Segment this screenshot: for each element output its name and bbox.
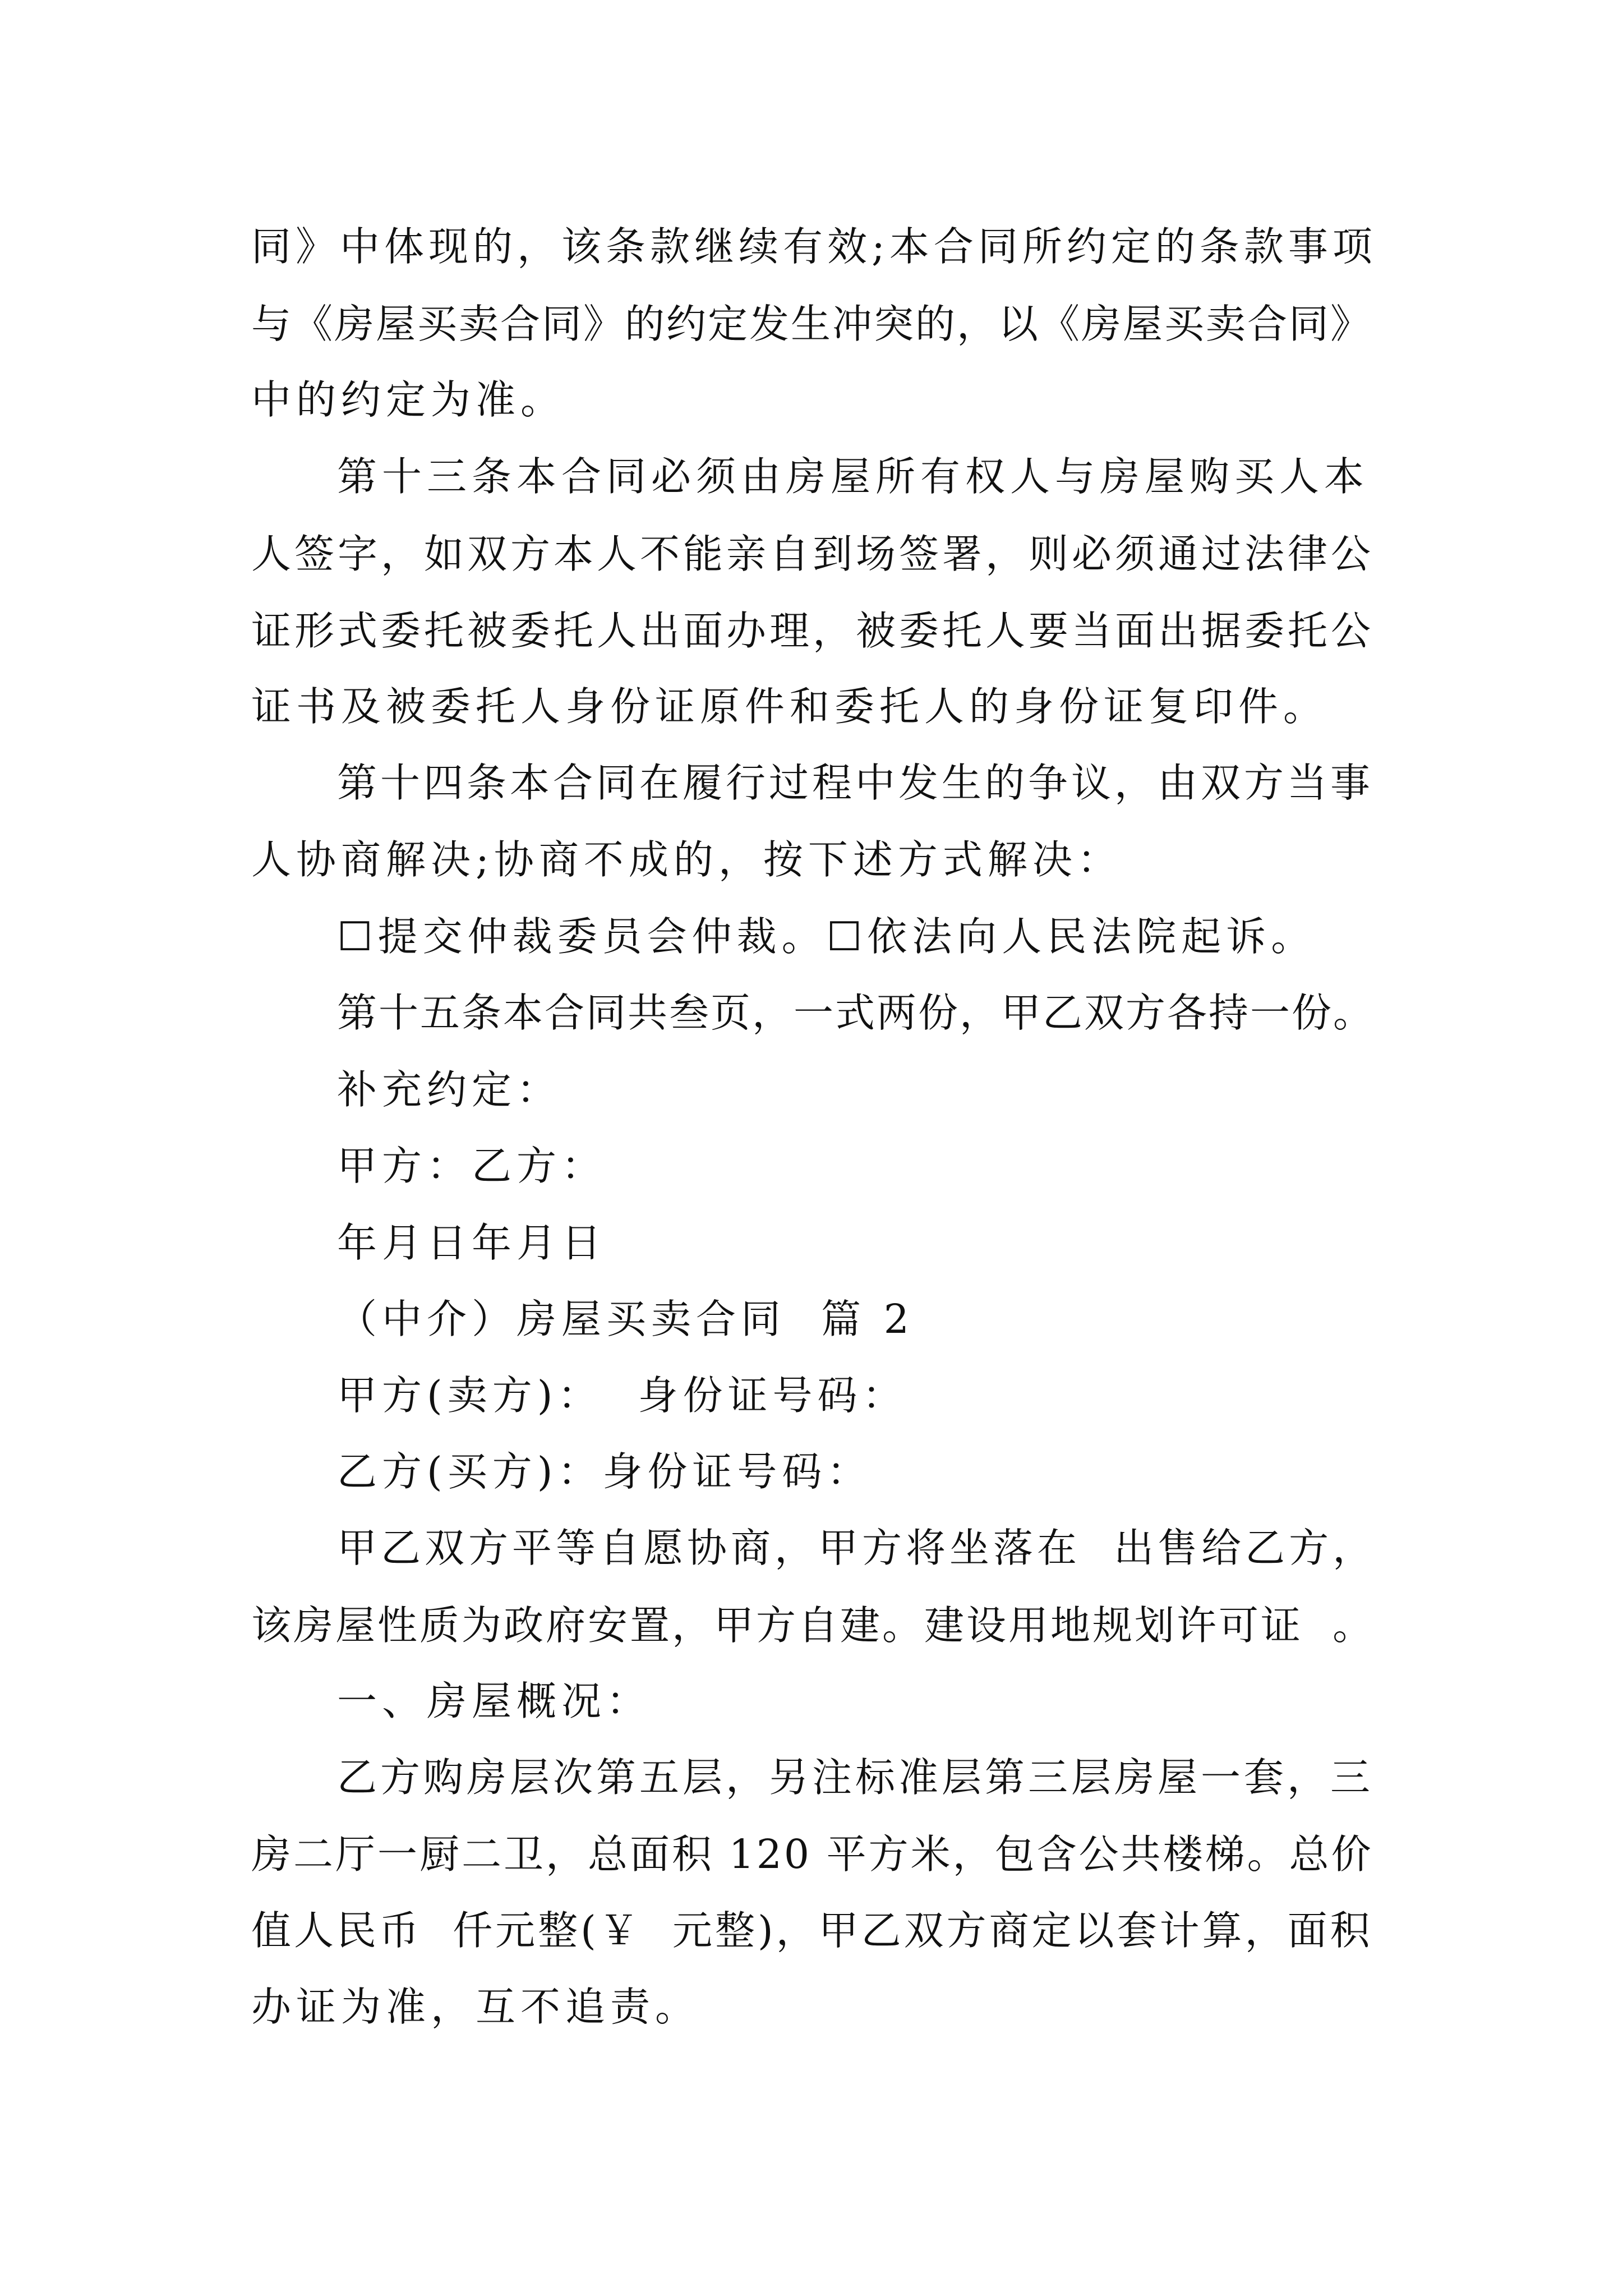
line-text-8: 第十四条本合同在履行过程中发生的争议，由双方当事	[337, 760, 1374, 806]
line-text-20: 一、房屋概况：	[337, 1678, 652, 1724]
text-line	[0, 443, 1623, 510]
text-line	[0, 903, 1623, 970]
text-line	[0, 291, 1623, 358]
line-text-4: 第十三条本合同必须由房屋所有权人与房屋购买人本	[337, 453, 1370, 500]
line-text-19: 该房屋性质为政府安置，甲方自建。建设用地规划许可证 。	[251, 1602, 1375, 1649]
text-line	[0, 1515, 1623, 1582]
line-text-6: 证形式委托被委托人出面办理，被委托人要当面出据委托公	[251, 608, 1375, 654]
line-text-12: 补充约定：	[337, 1066, 562, 1113]
text-line	[0, 521, 1623, 588]
line-text-15: （中介）房屋买卖合同 篇 2	[337, 1296, 914, 1342]
text-line	[0, 1668, 1623, 1735]
line-text-22: 房二厅一厨二卫，总面积 120 平方米，包含公共楼梯。总价	[251, 1831, 1373, 1878]
line-text-10: ☐提交仲裁委员会仲裁。☐依法向人民法院起诉。	[337, 913, 1316, 960]
text-line	[0, 597, 1623, 665]
text-line	[0, 1209, 1623, 1277]
text-line	[0, 1438, 1623, 1506]
text-line	[0, 1592, 1623, 1659]
line-text-11: 第十五条本合同共叁页，一式两份，甲乙双方各持一份。	[337, 990, 1375, 1036]
text-line	[0, 1897, 1623, 1964]
text-line	[0, 979, 1623, 1047]
line-text-16: 甲方(卖方)： 身份证号码：	[337, 1372, 907, 1419]
text-line	[0, 1973, 1623, 2041]
text-line	[0, 1286, 1623, 1353]
line-text-18: 甲乙双方平等自愿协商，甲方将坐落在 出售给乙方，	[337, 1525, 1377, 1571]
text-line	[0, 1133, 1623, 1200]
line-text-24: 办证为准，互不追责。	[251, 1984, 700, 2030]
line-text-13: 甲方：乙方：	[337, 1143, 607, 1189]
text-line	[0, 1821, 1623, 1888]
line-text-17: 乙方(买方)：身份证号码：	[337, 1448, 872, 1495]
line-text-23: 值人民币 仟元整(￥ 元整)，甲乙双方商定以套计算，面积	[251, 1907, 1373, 1954]
line-text-5: 人签字，如双方本人不能亲自到场签署，则必须通过法律公	[251, 531, 1375, 577]
text-line	[0, 213, 1623, 280]
line-text-3: 中的约定为准。	[251, 376, 566, 423]
text-line	[0, 366, 1623, 434]
line-text-2: 与《房屋买卖合同》的约定发生冲突的，以《房屋买卖合同》	[251, 301, 1372, 347]
line-text-1: 同》中体现的，该条款继续有效;本合同所约定的条款事项	[251, 223, 1377, 270]
line-text-9: 人协商解决;协商不成的，按下述方式解决：	[251, 836, 1122, 883]
line-text-21: 乙方购房层次第五层，另注标准层第三层房屋一套，三	[337, 1754, 1374, 1801]
text-line	[0, 1362, 1623, 1429]
text-line	[0, 749, 1623, 817]
line-text-14: 年月日年月日	[337, 1220, 607, 1266]
text-line	[0, 1744, 1623, 1811]
text-line	[0, 826, 1623, 894]
line-text-7: 证书及被委托人身份证原件和委托人的身份证复印件。	[251, 683, 1329, 730]
text-line	[0, 1056, 1623, 1124]
text-line	[0, 673, 1623, 740]
